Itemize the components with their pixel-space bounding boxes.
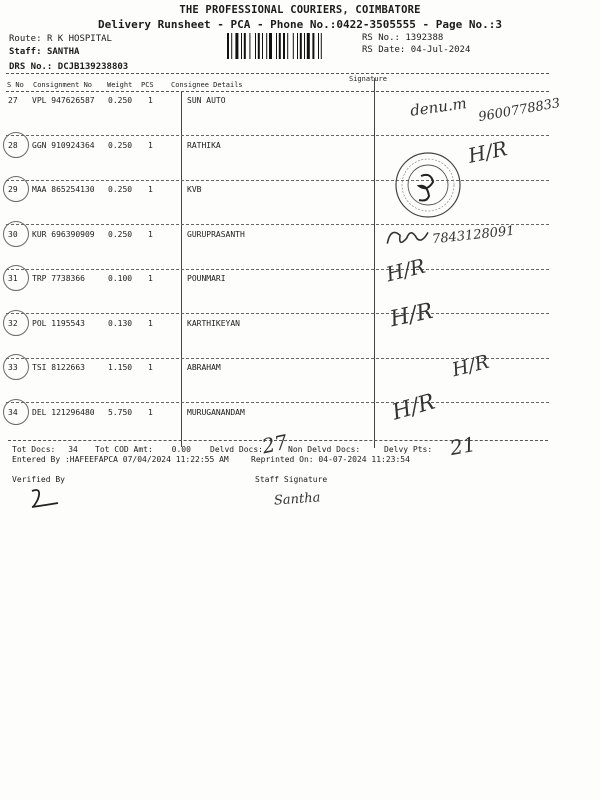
tot-cod-label: Tot COD Amt: [95, 445, 153, 454]
table-row [0, 315, 600, 359]
row-weight: 0.250 [108, 185, 133, 194]
company-name: THE PROFESSIONAL COURIERS, COIMBATORE [179, 4, 421, 16]
tot-docs [12, 445, 78, 454]
verified-by-label: Verified By [12, 475, 65, 484]
row-pcs: 1 [148, 96, 153, 105]
handwritten-staff-signature: Santha [273, 490, 321, 509]
tot-docs-value: 34 [68, 445, 78, 454]
handwritten-hr-mark: H/R [389, 389, 438, 426]
table-row [0, 359, 600, 403]
rs-date-label: RS Date: [362, 45, 406, 55]
rs-no-label: RS No.: [362, 33, 400, 43]
row-sno: 27 [8, 96, 18, 105]
barcode-bar [269, 33, 272, 59]
row-consignee: KVB [187, 185, 202, 194]
tot-cod-value: 0.00 [171, 445, 191, 454]
handwritten-total-docs: 27 [259, 429, 290, 459]
runsheet-title: Delivery Runsheet - PCA - Phone No.:0422-3505555 - Page No.:3 [98, 18, 502, 31]
route-value: R K HOSPITAL [46, 34, 112, 44]
row-pcs: 1 [148, 185, 153, 194]
barcode-bar [283, 33, 285, 59]
delvy-pts-label: Delvy Pts: [384, 445, 433, 454]
col-pcs: PCS [141, 81, 154, 89]
barcode-bar [276, 33, 277, 59]
non-delvd-docs-label: Non Delvd Docs: [288, 445, 361, 454]
route-label: Route: [9, 34, 42, 44]
tot-cod [95, 445, 191, 454]
rs-date-value: 04-Jul-2024 [410, 45, 471, 55]
row-consignee: POUNMARI [187, 274, 226, 283]
rs-date-field [362, 45, 470, 55]
row-consignee: RATHIKA [187, 140, 221, 150]
staff-signature-label: Staff Signature [255, 475, 328, 484]
row-sno: 31 [8, 274, 18, 283]
handwritten-hr-mark: H/R [449, 350, 492, 382]
barcode-bar [318, 33, 319, 59]
col-consignee: Consignee Details [171, 81, 243, 89]
barcode-bar [287, 33, 288, 59]
barcode-bar [227, 33, 229, 59]
barcode-bar [255, 33, 256, 59]
staff-value: SANTHA [46, 47, 80, 57]
row-pcs: 1 [148, 229, 153, 239]
barcode-bar [293, 33, 294, 59]
col-consignment: Consignment No [33, 81, 93, 89]
table-row [0, 137, 600, 181]
row-weight: 5.750 [108, 407, 133, 417]
barcode-bar [258, 33, 260, 59]
row-consignment-no: TSI 8122663 [32, 363, 85, 372]
row-consignment-no: GGN 910924364 [32, 140, 95, 150]
table-row [0, 270, 600, 314]
entered-by: Entered By :HAFEEFAPCA 07/04/2024 11:22:55 AM [12, 455, 229, 464]
row-pcs: 1 [148, 274, 153, 283]
row-pcs: 1 [148, 363, 153, 372]
handwritten-receiver-name: denu.m [409, 94, 468, 120]
drs-label: DRS No.: [9, 62, 53, 72]
row-weight: 0.250 [108, 229, 133, 239]
handwritten-phone-27: 9600778833 [477, 95, 562, 126]
row-pcs: 1 [148, 318, 153, 328]
staff-label: Staff: [9, 47, 42, 57]
delvd-docs-label: Delvd Docs: [210, 445, 263, 454]
row-weight: 0.130 [108, 318, 133, 328]
barcode-bar [244, 33, 246, 59]
row-consignment-no: TRP 7738366 [32, 274, 85, 283]
drs-field [9, 62, 128, 72]
header-rule-top [6, 73, 549, 74]
row-sno: 32 [8, 318, 18, 328]
barcode-bar [241, 33, 242, 59]
bank-stamp [393, 150, 463, 220]
barcode-bar [297, 33, 298, 59]
row-pcs: 1 [148, 140, 153, 150]
barcode-bar [304, 33, 305, 59]
row-sno: 29 [8, 185, 18, 194]
col-sno: S No [7, 81, 24, 89]
row-sno: 28 [8, 140, 18, 150]
row-consignment-no: DEL 121296480 [32, 407, 95, 417]
signature-scribble [382, 218, 433, 256]
row-consignee: MURUGANANDAM [187, 407, 245, 417]
barcode-bar [300, 33, 302, 59]
barcode-bar [307, 33, 310, 59]
barcode-bar [312, 33, 314, 59]
handwritten-phone-30: 7843128091 [431, 223, 516, 248]
col-signature: Signature [349, 75, 387, 83]
rs-no-value: 1392388 [405, 33, 444, 43]
handwritten-hr-mark: H/R [387, 298, 436, 333]
row-consignee: KARTHIKEYAN [187, 318, 240, 328]
drs-value: DCJB139238803 [57, 62, 129, 72]
row-consignee: ABRAHAM [187, 363, 221, 372]
barcode-bar [266, 33, 267, 59]
handwritten-hr-mark: H/R [465, 136, 510, 168]
row-consignee: SUN AUTO [187, 96, 226, 105]
row-consignment-no: VPL 947626587 [32, 96, 95, 105]
barcode [227, 33, 353, 59]
handwritten-delvy-pts: 21 [448, 431, 478, 461]
reprinted-on: Reprinted On: 04-07-2024 11:23:54 [251, 455, 410, 464]
row-weight: 0.250 [108, 140, 133, 150]
barcode-bar [321, 33, 322, 59]
row-sno: 34 [8, 407, 18, 417]
row-weight: 0.250 [108, 96, 133, 105]
row-weight: 0.100 [108, 274, 133, 283]
handwritten-hr-mark: H/R [383, 253, 428, 287]
row-pcs: 1 [148, 407, 153, 417]
row-sno: 30 [8, 229, 18, 239]
route-field [9, 34, 112, 44]
row-sno: 33 [8, 363, 18, 372]
barcode-bar [262, 33, 263, 59]
rs-no-field [362, 33, 443, 43]
row-consignee: GURUPRASANTH [187, 229, 245, 239]
verifier-signature [28, 487, 62, 509]
row-consignment-no: MAA 865254130 [32, 185, 95, 194]
tot-docs-label: Tot Docs: [12, 445, 56, 454]
col-weight: Weight [107, 81, 133, 89]
staff-field [9, 47, 79, 57]
row-weight: 1.150 [108, 363, 133, 372]
barcode-bar [249, 33, 250, 59]
barcode-bar [231, 33, 232, 59]
barcode-bar [235, 33, 238, 59]
row-consignment-no: POL 1195543 [32, 318, 85, 328]
table-row [0, 181, 600, 225]
barcode-bar [279, 33, 281, 59]
row-consignment-no: KUR 696390909 [32, 229, 95, 239]
